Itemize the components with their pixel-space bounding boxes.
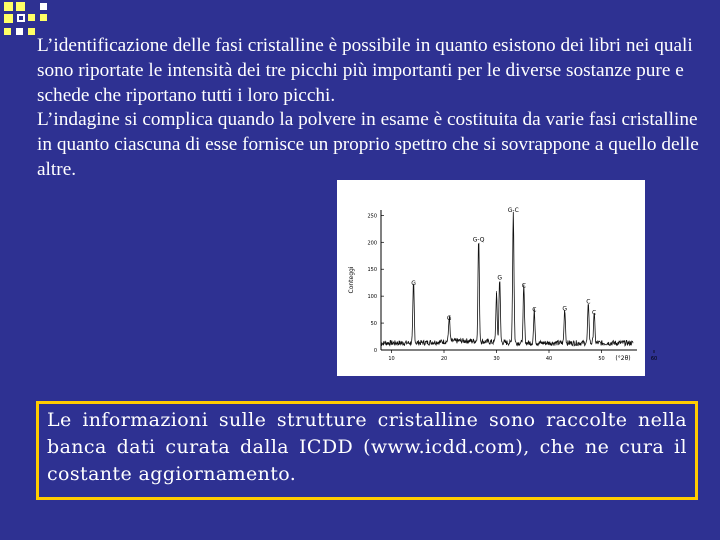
xrd-spectrum-svg [337, 180, 658, 376]
decor-square [4, 2, 13, 11]
y-tick-label: 0 [373, 348, 377, 354]
peak-label: C [586, 298, 591, 306]
decor-square [16, 2, 25, 11]
peak-label: C [592, 309, 597, 317]
y-tick-label: 150 [367, 267, 377, 274]
x-axis-unit: (°2θ) [615, 355, 631, 362]
peak-label: I [495, 290, 498, 298]
info-box [36, 401, 698, 500]
xrd-spectrum-figure [337, 180, 658, 376]
y-ticks [367, 213, 384, 354]
decor-square [17, 14, 25, 22]
peak-label: G [411, 279, 416, 287]
x-tick-label: 50 [598, 356, 605, 362]
peak-label: G [446, 314, 452, 322]
y-tick-label: 250 [367, 213, 377, 220]
peak-label: C [521, 282, 526, 290]
spectrum-trace [381, 212, 633, 346]
x-tick-label: 30 [493, 356, 500, 362]
y-tick-label: 200 [367, 240, 377, 247]
peak-label: G-C [507, 207, 519, 215]
peak-label: G-Q [472, 236, 485, 244]
info-text: Le informazioni sulle strutture cristalline sono raccolte nella banca dati curata dalla ICDD (www.icdd.com), che ne cura il costante aggiornamento. [47, 409, 687, 485]
intro-paragraph: L’identificazione delle fasi cristalline è possibile in quanto esistono dei libri nei quali sono riportate le intensità dei tre picchi più importanti per le diverse sostanze pure e schede che riportano tutti i loro picchi. L’indagine si complica quando la polvere in esame è costituita da varie fasi cristalline in quanto ciascuna di esse fornisce un proprio spettro che si sovrappone a quello delle altre. [37, 35, 699, 180]
peak-label: C [532, 306, 537, 314]
figure-axes [381, 210, 637, 350]
decor-square [4, 28, 11, 35]
peak-label: G [497, 274, 502, 282]
decor-square [28, 14, 35, 21]
decor-square [28, 28, 35, 35]
peak-label: G [562, 305, 568, 313]
x-tick-label: 40 [545, 356, 553, 362]
y-tick-label: 50 [370, 321, 377, 328]
decor-square [16, 28, 23, 35]
x-tick-label: 20 [440, 356, 448, 362]
decor-square [40, 14, 47, 21]
peak-labels [411, 207, 596, 322]
decor-square [4, 14, 13, 23]
decor-square [40, 3, 47, 10]
y-tick-label: 100 [367, 294, 377, 301]
y-axis-label: Conteggi [348, 266, 355, 294]
x-tick-label: 60 [650, 356, 658, 362]
x-tick-label: 10 [388, 356, 395, 362]
